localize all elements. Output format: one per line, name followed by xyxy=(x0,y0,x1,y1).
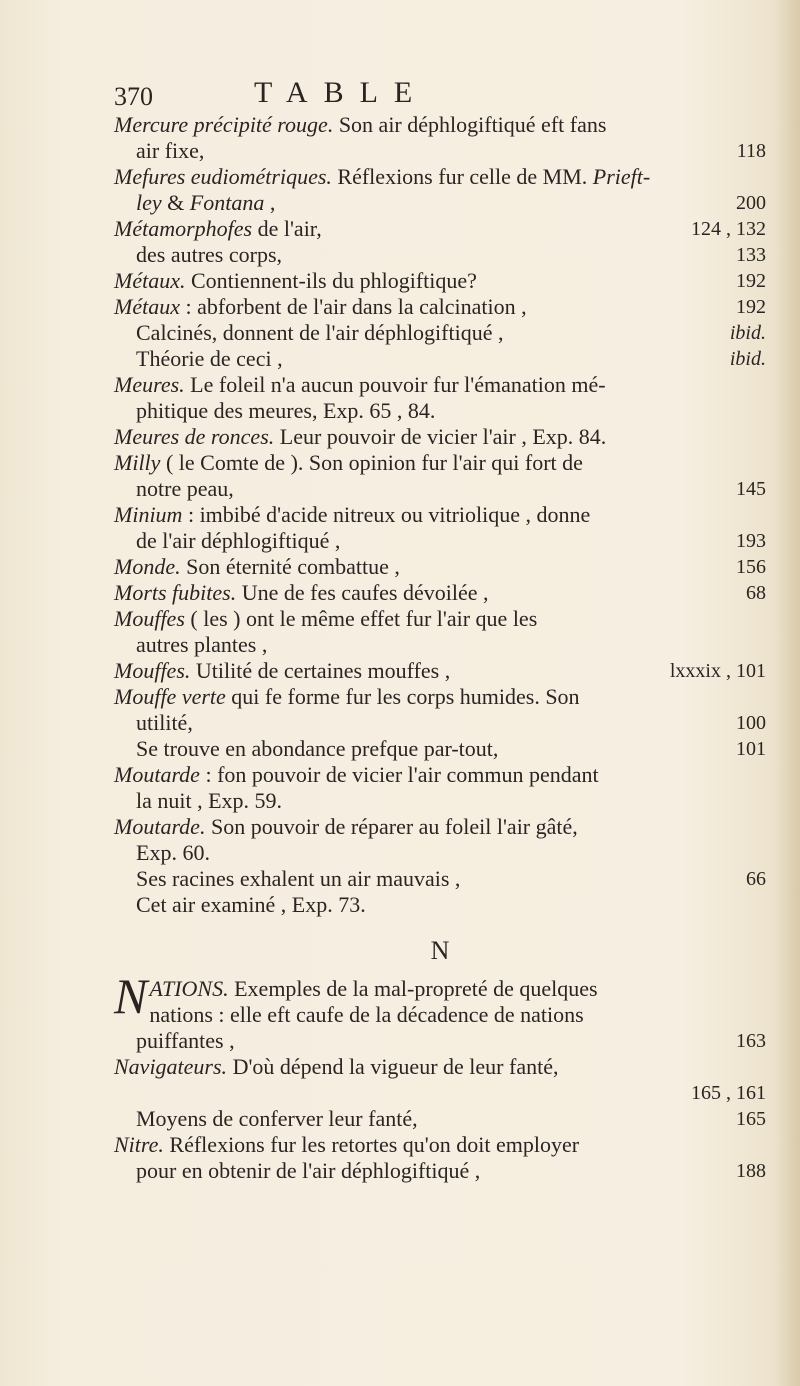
entry-term: Mouffes. xyxy=(114,658,191,683)
entry-subentry: Calcinés, donnent de l'air déphlogiftiqué , xyxy=(136,320,504,345)
entry-term: Métamorphofes xyxy=(114,216,253,241)
page-ref: 163 xyxy=(736,1030,766,1052)
entry-text: de l'air, xyxy=(252,216,322,241)
entry-text: Réflexions fur celle de MM. xyxy=(331,164,593,189)
index-entry xyxy=(114,112,766,164)
index-entry xyxy=(114,814,766,918)
running-title: TABLE xyxy=(254,76,429,109)
entry-text: ( le Comte de ). Son opinion fur l'air qui fort de xyxy=(160,450,583,475)
entry-term: Fontana xyxy=(189,190,265,215)
entry-continuation: phitique des meures, Exp. 65 , 84. xyxy=(136,398,436,423)
index-entry xyxy=(114,372,766,424)
entry-text: Le foleil n'a aucun pouvoir fur l'émanation mé- xyxy=(184,372,606,397)
entry-text: , xyxy=(264,190,276,215)
index-entry xyxy=(114,1132,766,1184)
entry-subentry: Moyens de conferver leur fanté, xyxy=(136,1106,418,1131)
section-letter: N xyxy=(430,936,450,965)
entry-term: ley xyxy=(136,190,162,215)
index-entry xyxy=(114,762,766,814)
entry-continuation: des autres corps, xyxy=(136,242,283,267)
page-ref: 66 xyxy=(746,868,766,890)
index-entry xyxy=(114,658,766,684)
entry-text: Leur pouvoir de vicier l'air , Exp. 84. xyxy=(274,424,607,449)
page-ref: 133 xyxy=(736,244,766,266)
entry-text: Réflexions fur les retortes qu'on doit employer xyxy=(163,1132,580,1157)
index-entry xyxy=(114,606,766,658)
entry-text: qui fe forme fur les corps humides. Son xyxy=(225,684,580,709)
index-entry xyxy=(114,216,766,268)
index-entry xyxy=(114,164,766,216)
page-ref: 124 , 132 xyxy=(691,218,766,240)
entry-continuation: puiffantes , xyxy=(136,1028,235,1053)
entry-text: Son pouvoir de réparer au foleil l'air gâté, xyxy=(205,814,578,839)
entry-term: Moutarde. xyxy=(114,814,206,839)
entry-term: Nitre. xyxy=(114,1132,164,1157)
entry-text: : abforbent de l'air dans la calcination , xyxy=(179,294,527,319)
entry-subentry: Se trouve en abondance prefque par-tout, xyxy=(136,736,499,761)
page-ref: 165 , 161 xyxy=(691,1082,766,1104)
page-ref: 118 xyxy=(736,140,766,162)
index-entry xyxy=(114,684,766,762)
entry-term: Mercure précipité rouge. xyxy=(114,112,334,137)
index-entry xyxy=(114,968,766,1054)
entry-text: ( les ) ont le même effet fur l'air que les xyxy=(184,606,538,631)
page-ref: 193 xyxy=(736,530,766,552)
page-ref: lxxxix , 101 xyxy=(669,660,766,682)
entry-term: Moutarde xyxy=(114,762,200,787)
page-ref: ibid. xyxy=(729,348,766,370)
entry-text: & xyxy=(161,190,190,215)
index-entry xyxy=(114,294,766,372)
index-entry xyxy=(114,580,766,606)
entry-term: Milly xyxy=(114,450,161,475)
entry-term: Meures de ronces. xyxy=(114,424,275,449)
entry-subentry: Théorie de ceci , xyxy=(136,346,283,371)
page-edge-shadow xyxy=(774,0,800,1386)
entry-continuation: autres plantes , xyxy=(136,632,268,657)
index-content xyxy=(114,112,766,1184)
entry-continuation: de l'air déphlogiftiqué , xyxy=(136,528,341,553)
page-ref: 200 xyxy=(736,192,766,214)
entry-continuation: la nuit , Exp. 59. xyxy=(136,788,283,813)
index-entry xyxy=(114,554,766,580)
entry-text: Une de fes caufes dévoilée , xyxy=(236,580,489,605)
entry-text: Son air déphlogiftiqué eft fans xyxy=(333,112,607,137)
entry-term: Mouffe verte xyxy=(114,684,226,709)
page-number: 370 xyxy=(114,82,153,111)
entry-continuation: notre peau, xyxy=(136,476,234,501)
page-ref: 156 xyxy=(736,556,766,578)
entry-term: Mefures eudiométriques. xyxy=(114,164,332,189)
index-entry xyxy=(114,502,766,554)
entry-text: Utilité de certaines mouffes , xyxy=(190,658,451,683)
entry-term: Monde. xyxy=(114,554,181,579)
index-entry xyxy=(114,1054,766,1132)
entry-text: : imbibé d'acide nitreux ou vitriolique , donne xyxy=(182,502,591,527)
entry-term: ATIONS. xyxy=(149,976,229,1001)
entry-text: Exemples de la mal-propreté de quelques xyxy=(228,976,598,1001)
page-ref: 165 xyxy=(736,1108,766,1130)
entry-term: Prieft- xyxy=(592,164,651,189)
entry-term: Mouffes xyxy=(114,606,185,631)
entry-term: Métaux. xyxy=(114,268,186,293)
entry-subentry: Cet air examiné , Exp. 73. xyxy=(136,892,366,917)
page-ref: 101 xyxy=(736,738,766,760)
entry-continuation: nations : elle eft caufe de la décadence de nations xyxy=(149,1002,584,1027)
entry-text: : fon pouvoir de vicier l'air commun pendant xyxy=(199,762,599,787)
entry-text: Son éternité combattue , xyxy=(180,554,400,579)
entry-text: D'où dépend la vigueur de leur fanté, xyxy=(227,1054,559,1079)
entry-subentry: Ses racines exhalent un air mauvais , xyxy=(136,866,461,891)
entry-continuation: air fixe, xyxy=(136,138,205,163)
entry-text: Contiennent-ils du phlogiftique? xyxy=(185,268,477,293)
page-ref: 188 xyxy=(736,1160,766,1182)
entry-continuation: Exp. 60. xyxy=(136,840,210,865)
entry-term: Meures. xyxy=(114,372,185,397)
page-ref: 100 xyxy=(736,712,766,734)
entry-term: Navigateurs. xyxy=(114,1054,228,1079)
index-entry xyxy=(114,268,766,294)
entry-continuation: pour en obtenir de l'air déphlogiftiqué , xyxy=(136,1158,481,1183)
page-ref: 145 xyxy=(736,478,766,500)
page-ref: 68 xyxy=(746,582,766,604)
drop-cap: N xyxy=(114,968,148,1024)
entry-term: Morts fubites. xyxy=(114,580,237,605)
index-entry xyxy=(114,424,766,450)
entry-term: Métaux xyxy=(114,294,180,319)
page-ref: ibid. xyxy=(729,322,766,344)
index-entry xyxy=(114,450,766,502)
entry-term: Minium xyxy=(114,502,183,527)
page-ref: 192 xyxy=(736,270,766,292)
page-ref: 192 xyxy=(736,296,766,318)
entry-continuation: utilité, xyxy=(136,710,193,735)
